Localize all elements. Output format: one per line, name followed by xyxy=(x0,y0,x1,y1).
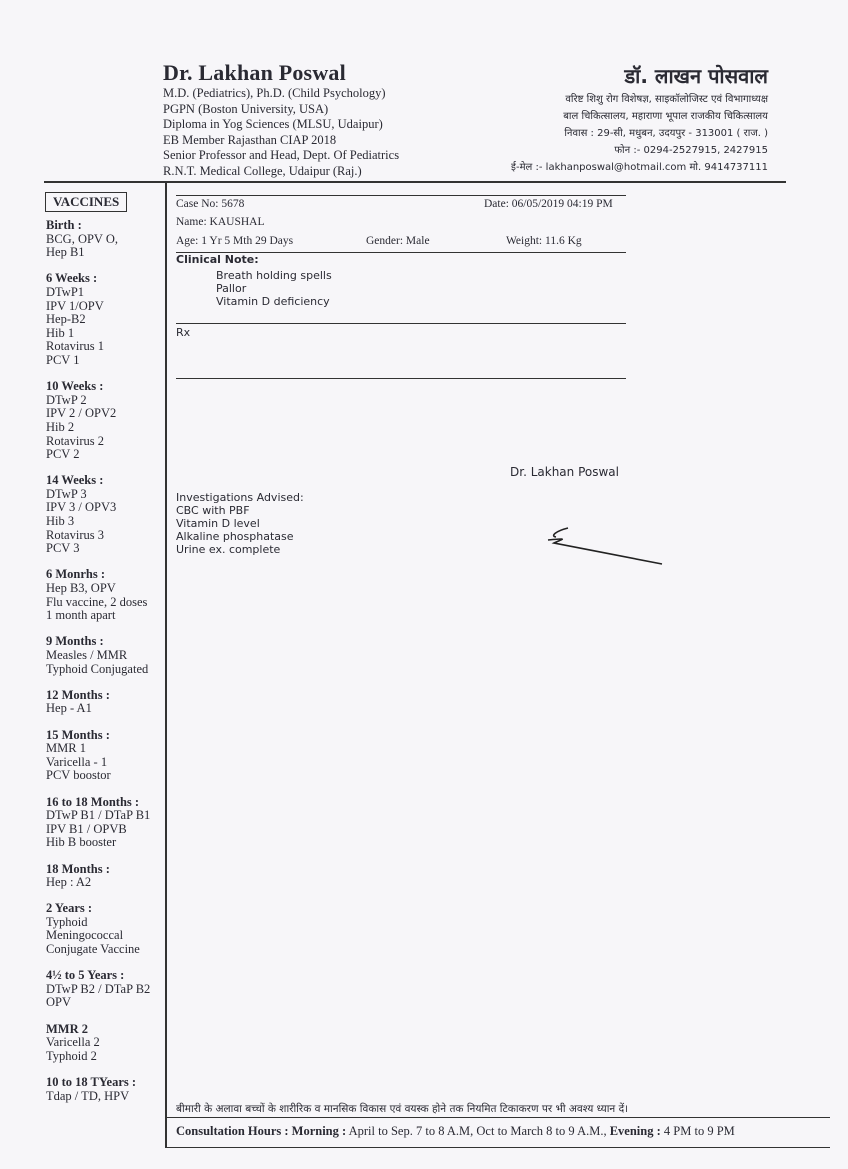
consult-label: Consultation Hours : xyxy=(176,1124,289,1138)
vaccine-group xyxy=(46,219,164,260)
vaccine-age-heading: 14 Weeks : xyxy=(46,473,104,488)
clinical-note: Vitamin D deficiency xyxy=(216,295,330,308)
vaccine-item: PCV 2 xyxy=(46,447,80,462)
vaccine-item: Meningococcal xyxy=(46,928,124,943)
vaccine-item: DTwP B1 / DTaP B1 xyxy=(46,808,151,823)
vaccine-age-heading: Birth : xyxy=(46,218,82,232)
vaccine-item: Hep - A1 xyxy=(46,701,92,716)
vaccine-item: Rotavirus 1 xyxy=(46,339,104,354)
qualification-line: R.N.T. Medical College, Udaipur (Raj.) xyxy=(163,163,362,178)
vaccine-item: Hib 3 xyxy=(46,514,75,529)
doctor-qualifications xyxy=(163,86,399,180)
vaccine-age-heading: 4½ to 5 Years : xyxy=(46,968,125,983)
vaccines-title: VACCINES xyxy=(45,192,127,212)
vaccine-item: Varicella 2 xyxy=(46,1035,100,1050)
vaccine-item: Typhoid 2 xyxy=(46,1048,97,1063)
qualification-line: M.D. (Pediatrics), Ph.D. (Child Psychology) xyxy=(163,86,386,100)
investigation-item: Urine ex. complete xyxy=(176,543,281,556)
clinical-note: Pallor xyxy=(216,282,247,295)
vaccine-item: OPV xyxy=(46,995,72,1010)
vaccine-age-heading: 6 Weeks : xyxy=(46,271,98,286)
patient-age: Age: 1 Yr 5 Mth 29 Days xyxy=(176,235,294,247)
vaccine-group xyxy=(46,902,164,956)
hindi-line: निवास : 29-सी, मधुबन, उदयपुर - 313001 ( राज. ) xyxy=(564,128,768,139)
vaccine-item: IPV 2 / OPV2 xyxy=(46,406,117,421)
vaccine-item: DTwP B2 / DTaP B2 xyxy=(46,981,151,996)
rx-label: Rx xyxy=(176,326,191,339)
vaccine-item: Measles / MMR xyxy=(46,648,128,662)
qualification-line: Senior Professor and Head, Dept. Of Pediatrics xyxy=(163,148,400,163)
vaccine-group xyxy=(46,380,164,462)
vaccine-group xyxy=(46,863,164,890)
vaccine-age-heading: 16 to 18 Months : xyxy=(46,794,140,809)
hindi-line: फोन :- 0294-2527915, 2427915 xyxy=(614,145,768,156)
vaccine-item: PCV 1 xyxy=(46,352,80,367)
vaccine-item: BCG, OPV O, xyxy=(46,231,119,246)
vaccine-item: Hep-B2 xyxy=(46,312,86,327)
vaccine-item: DTwP1 xyxy=(46,284,85,299)
rx-top-line xyxy=(176,195,626,196)
morning-hours: April to Sep. 7 to 8 A.M, Oct to March 8 to 9 A.M., xyxy=(348,1124,607,1138)
vaccine-group xyxy=(46,969,164,1010)
vaccine-item: 1 month apart xyxy=(46,608,116,623)
notes-line xyxy=(176,323,626,324)
vaccine-age-heading: 18 Months : xyxy=(46,861,110,876)
footer-hindi-note: बीमारी के अलावा बच्चों के शारीरिक व मानसिक विकास एवं वयस्क होने तक नियमित टिकाकरण पर भी अवश्य ध्यान दें। xyxy=(176,1103,629,1115)
hindi-line: बाल चिकित्सालय, महाराणा भूपाल राजकीय चिकित्सालय xyxy=(563,111,768,122)
bottom-divider xyxy=(166,1147,830,1148)
qualification-line: PGPN (Boston University, USA) xyxy=(163,101,329,116)
investigation-item: Vitamin D level xyxy=(176,517,260,530)
investigation-item: Alkaline phosphatase xyxy=(176,530,294,543)
column-divider xyxy=(165,181,167,1148)
vaccine-group xyxy=(46,729,164,783)
vaccine-item: IPV 3 / OPV3 xyxy=(46,500,117,515)
vaccine-group xyxy=(46,689,164,716)
vaccine-item: Conjugate Vaccine xyxy=(46,942,140,957)
vaccine-item: MMR 1 xyxy=(46,741,86,756)
clinical-note-label: Clinical Note: xyxy=(176,253,259,266)
vaccine-item: Varicella - 1 xyxy=(46,754,108,769)
vaccine-item: PCV boostor xyxy=(46,768,111,783)
footer-divider xyxy=(166,1117,830,1118)
vaccine-age-heading: 6 Monrhs : xyxy=(46,567,106,582)
vaccine-group xyxy=(46,1023,164,1064)
doctor-name-hindi: डॉ. लाखन पोसवाल xyxy=(624,64,768,88)
evening-label: Evening : xyxy=(609,1124,661,1138)
patient-gender: Gender: Male xyxy=(366,235,430,247)
vaccine-item: Tdap / TD, HPV xyxy=(46,1088,130,1103)
qualification-line: Diploma in Yog Sciences (MLSU, Udaipur) xyxy=(163,117,383,132)
rx-line xyxy=(176,378,626,379)
qualification-line: EB Member Rajasthan CIAP 2018 xyxy=(163,132,337,147)
clinical-notes xyxy=(216,269,332,308)
evening-hours: 4 PM to 9 PM xyxy=(663,1124,735,1138)
case-number: Case No: 5678 xyxy=(176,198,245,210)
patient-weight: Weight: 11.6 Kg xyxy=(506,235,582,247)
vaccine-item: Hib 1 xyxy=(46,325,75,340)
vaccine-item: Hep B3, OPV xyxy=(46,581,116,596)
investigations xyxy=(176,491,304,556)
consultation-hours xyxy=(176,1124,735,1139)
vaccine-group xyxy=(46,635,164,676)
vaccine-group xyxy=(46,272,164,367)
vaccine-item: Flu vaccine, 2 doses xyxy=(46,594,148,609)
vaccine-age-heading: 10 to 18 TYears : xyxy=(46,1075,137,1089)
morning-label: Morning : xyxy=(291,1124,347,1138)
vaccine-item: Rotavirus 2 xyxy=(46,433,104,448)
vaccine-item: Hep B1 xyxy=(46,245,85,260)
hindi-line: ई-मेल :- lakhanposwal@hotmail.com मो. 9414737111 xyxy=(511,162,768,173)
doctor-sign-name: Dr. Lakhan Poswal xyxy=(510,465,619,479)
vaccine-age-heading: 2 Years : xyxy=(46,901,93,916)
vaccine-item: Rotavirus 3 xyxy=(46,527,104,542)
hindi-line: वरिष्ट शिशु रोग विशेषज्ञ, साइकॉलोजिस्ट एवं विभागाध्यक्ष xyxy=(565,94,768,105)
vaccine-item: Hib B booster xyxy=(46,835,117,850)
visit-date: Date: 06/05/2019 04:19 PM xyxy=(484,198,613,210)
vaccine-age-heading: 15 Months : xyxy=(46,727,110,742)
vaccine-group xyxy=(46,474,164,556)
vaccine-group xyxy=(46,796,164,850)
investigation-item: CBC with PBF xyxy=(176,504,250,517)
clinical-note: Breath holding spells xyxy=(216,269,332,282)
patient-name: Name: KAUSHAL xyxy=(176,216,265,228)
vaccine-age-heading: 9 Months : xyxy=(46,634,104,649)
vaccine-age-heading: 12 Months : xyxy=(46,687,110,702)
vaccine-item: DTwP 3 xyxy=(46,486,87,501)
vaccine-item: Hep : A2 xyxy=(46,875,92,890)
vaccine-item: Hib 2 xyxy=(46,419,75,434)
vaccine-group xyxy=(46,568,164,622)
signature-mark xyxy=(540,518,670,568)
vaccine-item: IPV B1 / OPVB xyxy=(46,821,127,836)
vaccine-age-heading: 10 Weeks : xyxy=(46,379,104,394)
investigations-label: Investigations Advised: xyxy=(176,491,304,504)
vaccine-age-heading: MMR 2 xyxy=(46,1021,88,1036)
vaccine-item: DTwP 2 xyxy=(46,392,87,407)
vaccine-item: PCV 3 xyxy=(46,541,80,556)
vaccine-group xyxy=(46,1076,164,1103)
vaccine-item: IPV 1/OPV xyxy=(46,298,104,313)
vaccine-item: Typhoid xyxy=(46,914,88,929)
vaccine-item: Typhoid Conjugated xyxy=(46,661,149,676)
vaccine-schedule xyxy=(46,219,164,1116)
doctor-name-english: Dr. Lakhan Poswal xyxy=(163,60,346,85)
header-divider xyxy=(44,181,786,183)
doctor-details-hindi xyxy=(511,91,768,176)
